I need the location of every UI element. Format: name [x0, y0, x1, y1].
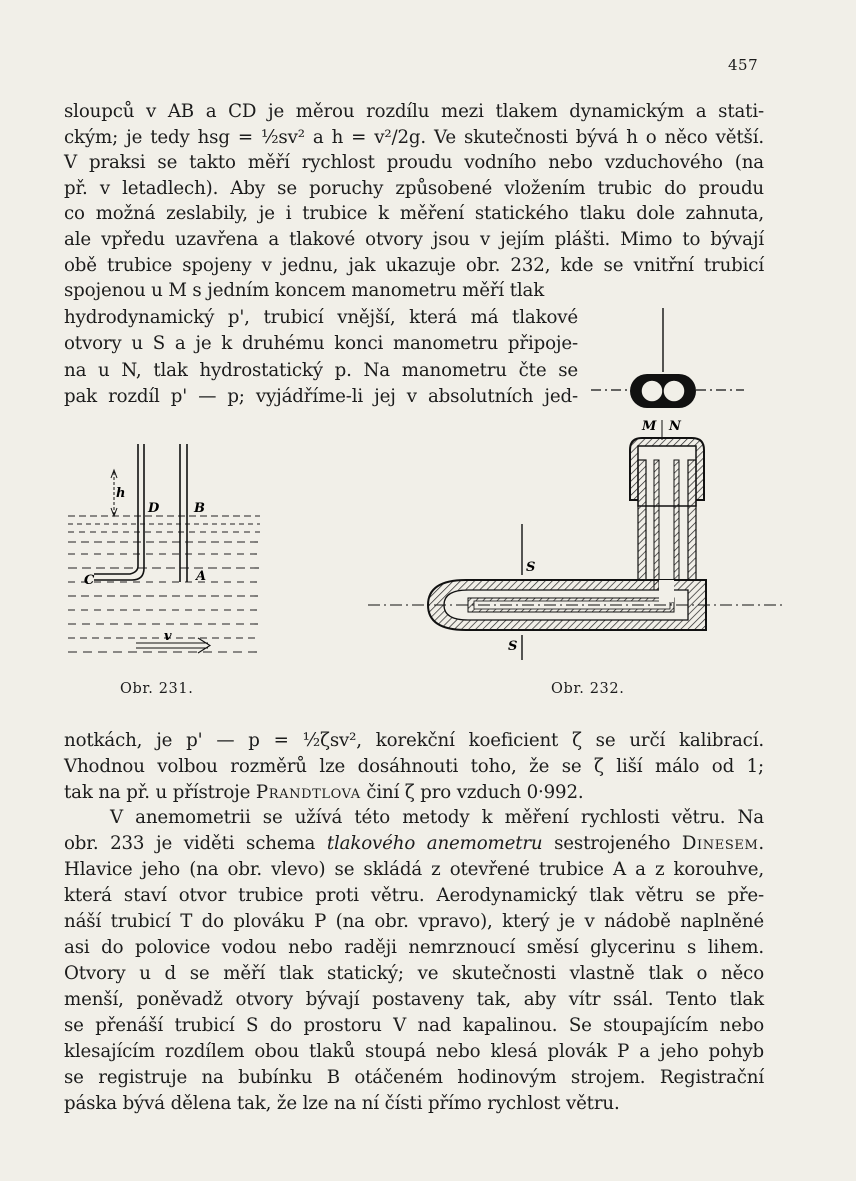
figure-231 — [60, 440, 270, 675]
text-line: se registruje na bubínku B otáčeném hodinovým strojem. Registrační — [64, 1067, 764, 1088]
text-line — [64, 831, 764, 857]
paragraph-3 — [64, 728, 764, 806]
text-line: která staví otvor trubice proti větru. Aerodynamický tlak větru se pře- — [64, 885, 764, 906]
text-line: páska bývá dělena tak, že lze na ní čísti přímo rychlost větru. — [64, 1093, 620, 1114]
page-number: 457 — [728, 56, 759, 74]
text-line: pak rozdíl p' — p; vyjádříme-li jej v absolutních jed- — [64, 386, 578, 407]
text-line: na u N, tlak hydrostatický p. Na manometru čte se — [64, 359, 578, 381]
text-fragment: . — [758, 833, 765, 854]
text-line: obě trubice spojeny v jednu, jak ukazuje obr. 232, kde se vnitřní trubicí — [64, 254, 764, 276]
text-fragment: sestrojeného — [542, 833, 682, 854]
text-line: sloupců v AB a CD je měrou rozdílu mezi tlakem dynamickým a stati- — [64, 101, 764, 122]
author-name: Dinesem — [681, 833, 759, 854]
text-line: asi do polovice vodou nebo raději nemrznoucí směsí glycerinu s lihem. — [64, 937, 764, 958]
text-line: V praksi se takto měří rychlost proudu vodního nebo vzduchového (na — [64, 152, 764, 174]
text-line: menší, poněvadž otvory bývají postaveny tak, aby vítr ssál. Tento tlak — [64, 989, 764, 1010]
text-line: klesajícím rozdílem obou tlaků stoupá nebo klesá plovák P a jeho pohyb — [64, 1041, 764, 1062]
text-line: Otvory u d se měří tlak statický; ve skutečnosti vlastně tlak o něco — [64, 963, 764, 984]
label-A: A — [196, 569, 207, 584]
text-fragment: obr. 233 je viděti schema — [64, 833, 327, 854]
text-line: ckým; je tedy hsg = ½sv² a h = v²/2g. Ve skutečnosti bývá h o něco větší. — [64, 126, 764, 148]
text-line — [64, 780, 764, 806]
text-line: Vhodnou volbou rozměrů lze dosáhnouti toho, že se ζ liší málo od 1; — [64, 756, 764, 777]
label-M: M — [642, 419, 657, 434]
text-line: se přenáší trubicí S do prostoru V nad kapalinou. Se stoupajícím nebo — [64, 1015, 764, 1036]
author-name: Prandtlova — [255, 782, 361, 803]
label-D: D — [148, 501, 160, 516]
text-line: co možná zeslabily, je i trubice k měření statického tlaku dole zahnuta, — [64, 203, 764, 225]
text-fragment: tak na př. u přístroje — [64, 782, 256, 803]
text-line: ale vpředu uzavřena a tlakové otvory jsou v jejím plášti. Mimo to bývají — [64, 228, 764, 250]
label-S-top: S — [526, 560, 536, 575]
text-line: náší trubicí T do plováku P (na obr. vpravo), který je v nádobě naplněné — [64, 911, 764, 932]
text-line: hydrodynamický p', trubicí vnější, která má tlakové — [64, 306, 578, 328]
text-line: otvory u S a je k druhému konci manometru připoje- — [64, 333, 578, 354]
figure-231-caption: Obr. 231. — [120, 681, 194, 697]
label-N: N — [669, 419, 681, 434]
paragraph-1 — [64, 99, 764, 278]
text-line: Hlavice jeho (na obr. vlevo) se skládá z otevřené trubice A a z korouhve, — [64, 859, 764, 880]
text-line: notkách, je p' — p = ½ζsv², korekční koeficient ζ se určí kalibrací. — [64, 730, 764, 751]
label-B: B — [194, 501, 205, 516]
paragraph-4 — [64, 805, 764, 1117]
text-fragment: činí ζ pro vzduch 0·992. — [360, 782, 584, 803]
italic-term: tlakového anemometru — [326, 833, 543, 854]
label-S-bottom: S — [508, 639, 518, 654]
text-line: V anemometrii se užívá této metody k měření rychlosti větru. Na — [110, 807, 764, 828]
text-line: př. v letadlech). Aby se poruchy způsobené vložením trubic do proudu — [64, 177, 764, 199]
text-line: spojenou u M s jedním koncem manometru měří tlak — [64, 280, 545, 301]
figure-232 — [366, 300, 786, 670]
label-v: v — [164, 629, 172, 644]
label-C: C — [84, 573, 95, 588]
figure-232-caption: Obr. 232. — [551, 681, 625, 697]
label-h: h — [116, 486, 126, 501]
